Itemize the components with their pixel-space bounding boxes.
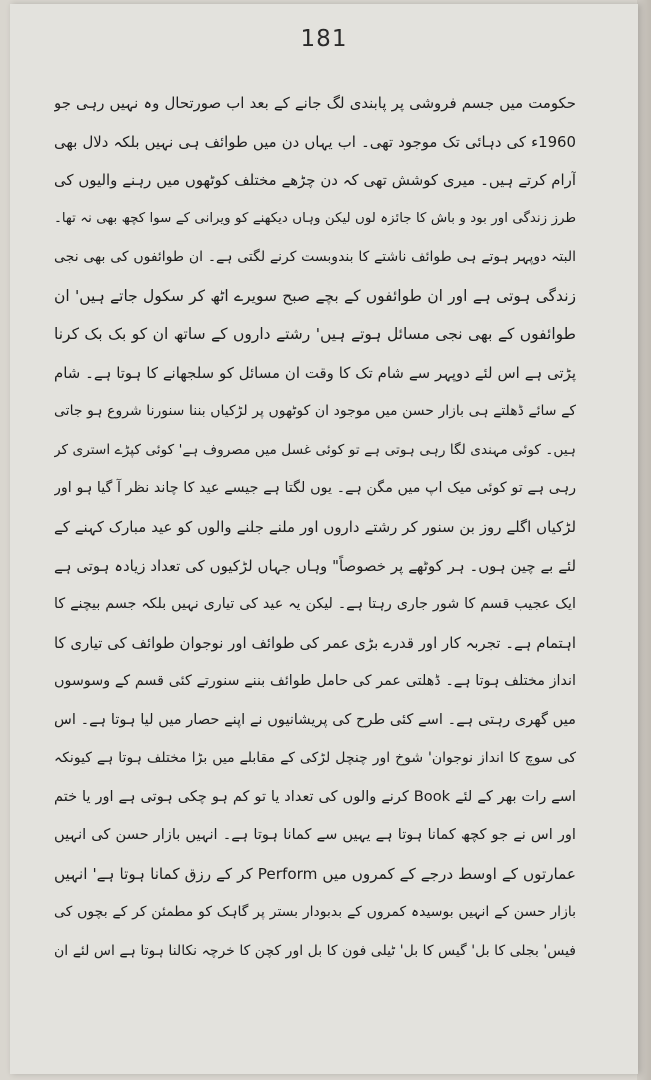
body-text	[54, 84, 576, 971]
text-line: میں گھری رہتی ہے۔ اسے کئی طرح کی پریشانیوں نے اپنے حصار میں لیا ہوتا ہے۔ اس	[54, 710, 576, 728]
page-edge	[637, 0, 651, 1080]
text-line: اہتمام ہے۔ تجربہ کار اور قدرے بڑی عمر کی طوائف اور نوجوان طوائف کی تیاری کا	[54, 633, 576, 652]
book-page	[10, 4, 638, 1074]
text-line: پڑتی ہے اس لئے دوپہر سے شام تک کا وقت ان مسائل کو سلجھانے کا ہوتا ہے۔ شام	[54, 363, 576, 382]
text-line: کے سائے ڈھلتے ہی بازار حسن میں موجود ان کوٹھوں پر لڑکیاں بننا سنورنا شروع ہو جاتی	[54, 403, 576, 420]
page-number: 181	[300, 26, 348, 52]
text-line: فیس' بجلی کا بل' گیس کا بل' ٹیلی فون کا بل اور کچن کا خرچہ نکالنا ہوتا ہے اس لئے ان	[54, 943, 576, 960]
text-line: عمارتوں کے اوسط درجے کے کمروں میں Perform کر کے رزق کمانا ہوتا ہے' انہیں	[54, 864, 576, 883]
text-line: آرام کرتے ہیں۔ میری کوشش تھی کہ دن چڑھے مختلف کوٹھوں میں رہنے والیوں کی	[54, 171, 576, 190]
text-line: طوائفوں کے بھی نجی مسائل ہوتے ہیں' رشتے داروں کے ساتھ ان کو بک بک کرنا	[54, 325, 576, 344]
text-line: لئے بے چین ہوں۔ ہر کوٹھے پر خصوصاً" وہاں جہاں لڑکیوں کی تعداد زیادہ ہوتی ہے	[54, 556, 576, 575]
text-line: البتہ دوپہر ہوتے ہی طوائف ناشتے کا بندوبست کرنے لگتی ہے۔ ان طوائفوں کی بھی نجی	[54, 249, 576, 266]
text-line: ایک عجیب قسم کا شور جاری رہتا ہے۔ لیکن یہ عید کی تیاری نہیں بلکہ جسم بیچنے کا	[54, 596, 576, 613]
text-line: انداز مختلف ہوتا ہے۔ ڈھلتی عمر کی حامل طوائف بننے سنورتے کئی قسم کے وسوسوں	[54, 673, 576, 690]
text-line: رہی ہے تو کوئی میک اپ میں مگن ہے۔ یوں لگتا ہے جیسے عید کا چاند نظر آ گیا ہو اور	[54, 480, 576, 497]
text-line: طرز زندگی اور بود و باش کا جائزہ لوں لیکن وہاں دیکھنے کو ویرانی کے سوا کچھ بھی نہ تھا۔	[54, 210, 576, 226]
text-line: ہیں۔ کوئی مہندی لگا رہی ہوتی ہے تو کوئی غسل میں مصروف ہے' کوئی کپڑے استری کر	[54, 441, 576, 458]
text-line: لڑکیاں اگلے روز بن سنور کر رشتے داروں اور ملنے جلنے والوں کو عید مبارک کہنے کے	[54, 518, 576, 537]
text-line: بازار حسن کے انہیں بوسیدہ کمروں کے بدبودار بستر پر گاہک کو مطمئن کر کے بچوں کی	[54, 904, 576, 921]
text-line: اور اس نے جو کچھ کمانا ہوتا ہے یہیں سے کمانا ہوتا ہے۔ انہیں بازار حسن کی انہیں	[54, 826, 576, 844]
text-line: کی سوچ کا انداز نوجوان' شوخ اور چنچل لڑکی کے مقابلے میں بڑا مختلف ہوتا ہے کیونکہ	[54, 750, 576, 767]
text-line: اسے رات بھر کے لئے Book کرنے والوں کی تعداد یا تو کم ہو چکی ہوتی ہے اور یا ختم	[54, 787, 576, 805]
text-line: حکومت میں جسم فروشی پر پابندی لگ جانے کے بعد اب صورتحال وہ نہیں رہی جو	[54, 94, 576, 112]
text-line: 1960ء کی دہائی تک موجود تھی۔ اب یہاں دن میں طوائف ہی نہیں بلکہ دلال بھی	[54, 132, 576, 151]
text-line: زندگی ہوتی ہے اور ان طوائفوں کے بچے صبح سویرے اٹھ کر سکول جاتے ہیں' ان	[54, 286, 576, 305]
